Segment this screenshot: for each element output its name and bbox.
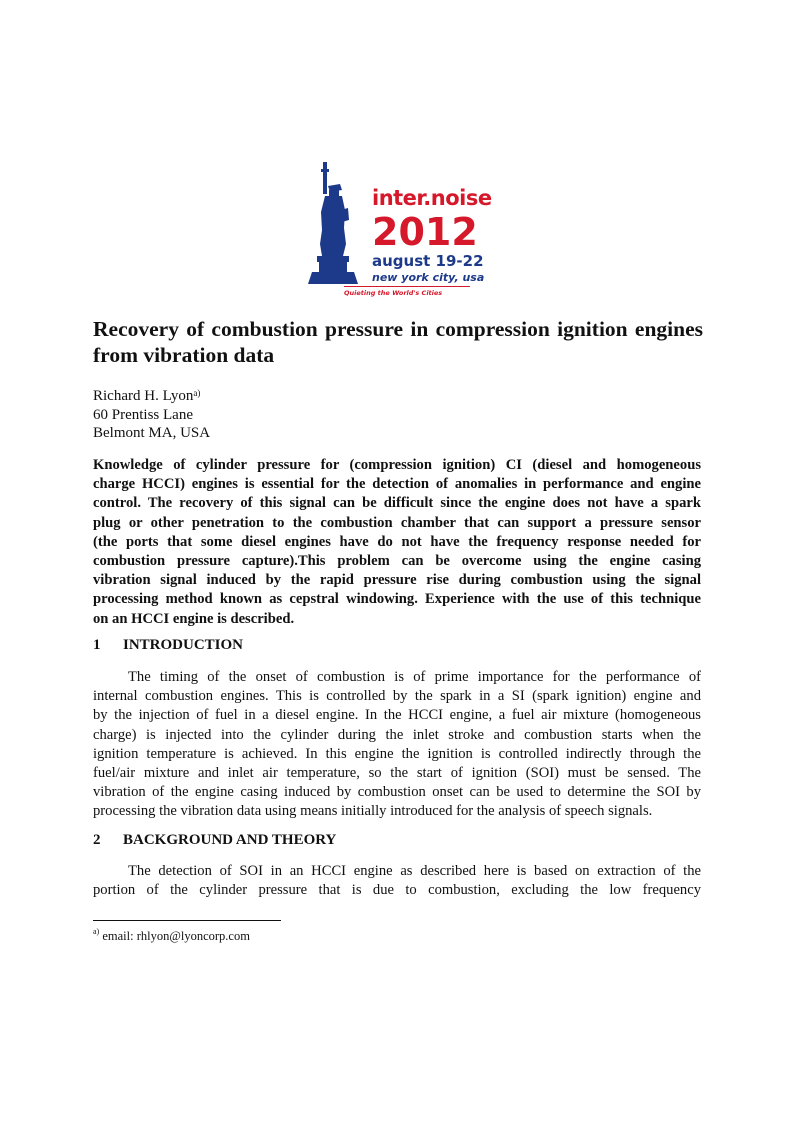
paragraph-line: charge) is injected into the cylinder during the inlet stroke and combustion starts when the — [93, 726, 701, 743]
paper-title — [93, 316, 703, 368]
abstract-line: charge HCCI) engines is essential for the detection of anomalies in performance and engine — [93, 476, 701, 493]
paragraph-line: The timing of the onset of combustion is of prime importance for the performance of — [128, 669, 701, 685]
footnote-mark: a) — [93, 927, 100, 936]
paragraph-line: portion of the cylinder pressure that is due to combustion, excluding the low frequency — [93, 882, 701, 899]
address-line: Belmont MA, USA — [93, 425, 211, 441]
section-number: 1 — [93, 637, 101, 653]
section-title: INTRODUCTION — [123, 637, 244, 653]
abstract-line: (the ports that some diesel engines have do not have the frequency response needed for — [93, 533, 701, 550]
logo-conference-name: inter.noise — [372, 186, 492, 210]
statue-of-liberty-icon — [308, 160, 378, 286]
author-footnote-mark: a) — [193, 388, 201, 398]
logo-slogan: Quieting the World's Cities — [344, 289, 443, 297]
paragraph-line: ignition temperature is achieved. In this engine the ignition is controlled indirectly through the — [93, 745, 701, 762]
author-block — [93, 387, 210, 443]
paragraph-line: internal combustion engines. This is controlled by the spark in a SI (spark ignition) engine and — [93, 688, 701, 705]
paragraph-line: vibration of the engine casing induced by combustion onset can be used to determine the SOI by — [93, 784, 701, 801]
abstract-line: combustion pressure capture).This problem can be overcome using the engine casing — [93, 553, 701, 570]
address-line: 60 Prentiss Lane — [93, 406, 193, 423]
abstract-line: processing method known as cepstral windowing. Experience with the use of this technique — [93, 591, 701, 608]
footnote-email: email: rhlyon@lyoncorp.com — [102, 929, 250, 943]
abstract-line: Knowledge of cylinder pressure for (compression ignition) CI (diesel and homogeneous — [93, 457, 701, 473]
section-heading-introduction — [93, 637, 243, 654]
section-title: BACKGROUND AND THEORY — [123, 832, 337, 848]
conference-logo — [308, 160, 498, 300]
paragraph-line: fuel/air mixture and inlet air temperature, so the start of ignition (SOI) must be sensed. The — [93, 765, 701, 782]
logo-date: august 19-22 — [372, 252, 484, 270]
section-heading-background — [93, 832, 336, 849]
footnote — [93, 929, 250, 944]
paragraph-line: processing the vibration data using means initially introduced for the analysis of speech signals. — [93, 803, 653, 820]
title-line: Recovery of combustion pressure in compression ignition engines — [93, 317, 703, 341]
abstract-line: vibration signal induced by the rapid pressure rise during combustion using the signal — [93, 572, 701, 589]
logo-divider — [344, 286, 470, 287]
author-name: Richard H. Lyon — [93, 388, 194, 404]
title-line: from vibration data — [93, 343, 275, 367]
author-name-line — [93, 387, 210, 406]
paragraph-line: The detection of SOI in an HCCI engine as described here is based on extraction of the — [128, 863, 701, 879]
abstract — [93, 456, 701, 629]
introduction-paragraph — [93, 668, 701, 822]
footnote-rule — [93, 920, 281, 921]
abstract-line: plug or other penetration to the combustion chamber that can support a pressure sensor — [93, 514, 701, 531]
background-paragraph — [93, 862, 701, 900]
section-number: 2 — [93, 832, 101, 848]
logo-city: new york city, usa — [372, 271, 485, 284]
abstract-line: on an HCCI engine is described. — [93, 610, 295, 627]
logo-year: 2012 — [372, 210, 478, 254]
paragraph-line: by the injection of fuel in a diesel engine. In the HCCI engine, a fuel air mixture (homogeneous — [93, 707, 701, 724]
abstract-line: control. The recovery of this signal can be difficult since the engine does not have a spark — [93, 495, 701, 512]
